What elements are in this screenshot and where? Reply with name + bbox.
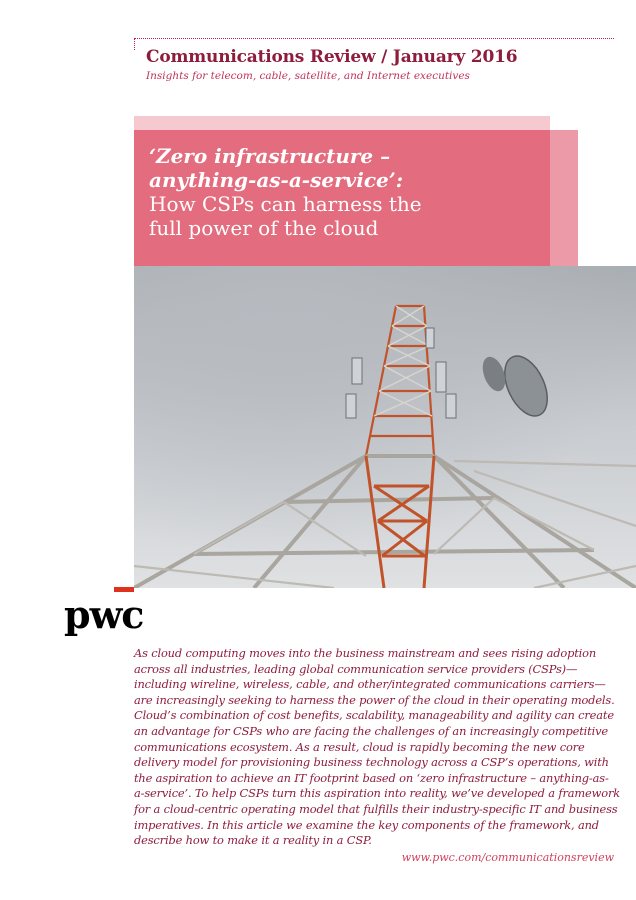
article-title bbox=[149, 144, 529, 240]
cell-tower-photo bbox=[134, 266, 636, 588]
intro-line: delivery model for provisioning business technology across a CSP’s operations, with bbox=[134, 755, 609, 770]
intro-line: describe how to make it a reality in a CSP. bbox=[134, 833, 372, 848]
intro-line: communications ecosystem. As a result, cloud is rapidly becoming the new core bbox=[134, 739, 585, 754]
intro-line: including wireline, wireless, cable, and other/integrated communications carriers— bbox=[134, 677, 606, 692]
article-subtitle-line-1: How CSPs can harness the bbox=[149, 192, 422, 216]
publication-title: Communications Review / January 2016 bbox=[146, 47, 518, 67]
hero-banner bbox=[134, 130, 550, 266]
intro-line: a-service’. To help CSPs turn this aspiration into reality, we’ve developed a framework bbox=[134, 786, 620, 801]
decorative-strip bbox=[134, 116, 550, 130]
article-subtitle-line-2: full power of the cloud bbox=[149, 216, 379, 240]
publication-subtitle: Insights for telecom, cable, satellite, and Internet executives bbox=[146, 70, 470, 82]
intro-line: across all industries, leading global communication service providers (CSPs)— bbox=[134, 661, 578, 676]
intro-line: As cloud computing moves into the business mainstream and sees rising adoption bbox=[134, 646, 597, 660]
intro-line: are increasingly seeking to harness the power of the cloud in their operating models. bbox=[134, 692, 615, 707]
intro-line: the aspiration to achieve an IT footprint based on ‘zero infrastructure – anything-as- bbox=[134, 770, 609, 785]
article-title-line-2: anything-as-a-service’: bbox=[149, 168, 404, 192]
header-rule bbox=[134, 38, 614, 39]
article-intro bbox=[134, 646, 620, 849]
intro-line: for a cloud-centric operating model that fulfills their industry-specific IT and business bbox=[134, 801, 618, 816]
pwc-logo: pwc bbox=[64, 592, 144, 637]
footer-url-link[interactable]: www.pwc.com/communicationsreview bbox=[401, 851, 614, 864]
intro-line: an advantage for CSPs who are facing the challenges of an increasingly competitive bbox=[134, 723, 608, 738]
header-rule-tick bbox=[134, 38, 135, 50]
decorative-shadow bbox=[548, 130, 578, 266]
intro-line: Cloud’s combination of cost benefits, scalability, manageability and agility can create bbox=[134, 708, 614, 723]
intro-line: imperatives. In this article we examine the key components of the framework, and bbox=[134, 817, 599, 832]
article-title-line-1: ‘Zero infrastructure – bbox=[149, 144, 391, 168]
